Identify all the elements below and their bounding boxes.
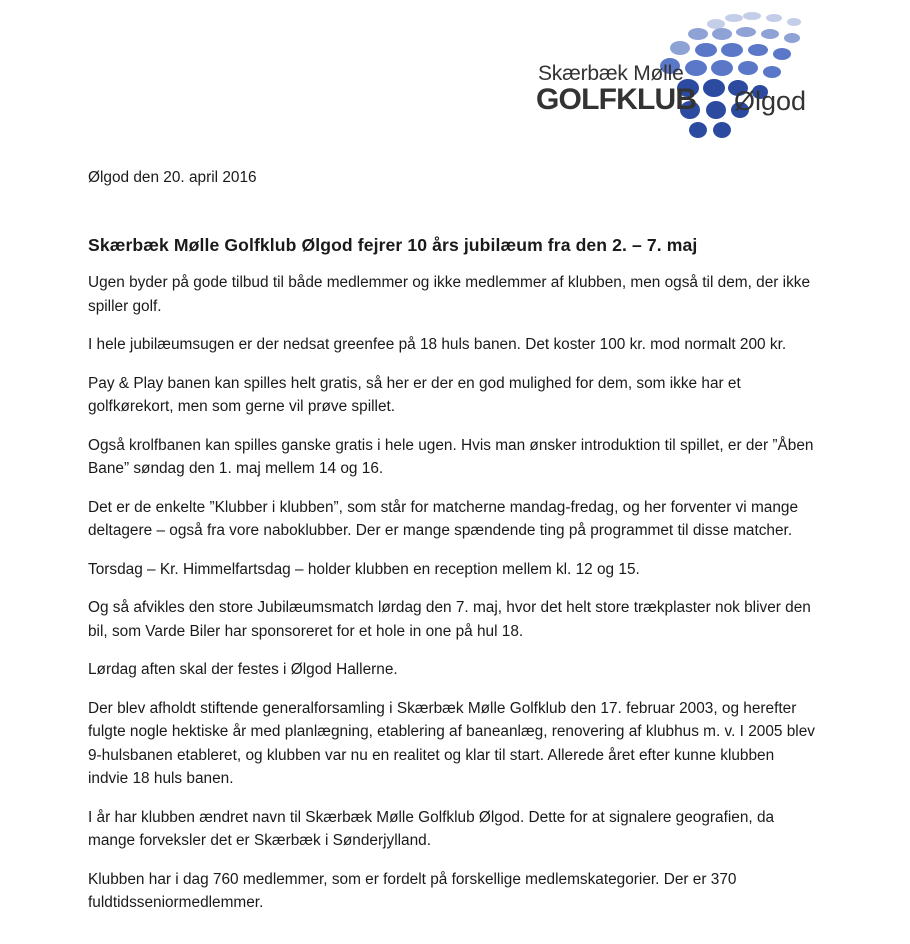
dateline: Ølgod den 20. april 2016 bbox=[88, 169, 257, 186]
paragraph-10: I år har klubben ændret navn til Skærbæk Mølle Golfklub Ølgod. Dette for at signalere geografien, da mange forveksler det er Skærbæk i Sønderjylland. bbox=[88, 808, 775, 849]
club-logo bbox=[520, 4, 820, 144]
paragraph-8: Lørdag aften skal der festes i Ølgod Hallerne. bbox=[88, 661, 398, 678]
press-release-heading: Skærbæk Mølle Golfklub Ølgod fejrer 10 års jubilæum fra den 2. – 7. maj bbox=[88, 234, 698, 255]
paragraph-7: Og så afvikles den store Jubilæumsmatch lørdag den 7. maj, hvor det helt store trækplaster nok bliver den bil, som Varde Biler har sponsoreret for et hole in one på hul 18. bbox=[88, 599, 811, 640]
paragraph-5: Det er de enkelte ”Klubber i klubben”, som står for matcherne mandag-fredag, og her forventer vi mange deltagere – også fra vore naboklubber. Der er mange spændende ting på programmet til disse matcher. bbox=[88, 498, 799, 539]
logo-town: Ølgod bbox=[734, 86, 807, 116]
paragraph-9: Der blev afholdt stiftende generalforsamling i Skærbæk Mølle Golfklub den 17. februar 2003, og herefter fulgte nogle hektiske år med planlægning, etablering af baneanlæg, renovering af klubhus m. v. I 2005 blev 9-hulsbanen etableret, og klubben var nu en realitet og klar til start. Allerede året efter kunne klubben indvie 18 huls banen. bbox=[88, 699, 815, 787]
paragraph-11: Klubben har i dag 760 medlemmer, som er fordelt på forskellige medlemskategorier. Der er 370 fuldtidsseniormedlemmer. bbox=[88, 870, 737, 911]
paragraph-6: Torsdag – Kr. Himmelfartsdag – holder klubben en reception mellem kl. 12 og 15. bbox=[88, 560, 640, 578]
paragraph-4: Også krolfbanen kan spilles ganske gratis i hele ugen. Hvis man ønsker introduktion til spillet, er der ”Åben Bane” søndag den 1. maj mellem 14 og 16. bbox=[88, 436, 814, 477]
paragraph-3: Pay & Play banen kan spilles helt gratis, så her er der en god mulighed for dem, som ikke har et golfkørekort, men som gerne vil prøve spillet. bbox=[88, 374, 741, 415]
paragraph-2: I hele jubilæumsugen er der nedsat greenfee på 18 huls banen. Det koster 100 kr. mod normalt 200 kr. bbox=[88, 336, 787, 353]
letter-body bbox=[88, 166, 818, 930]
paragraph-1: Ugen byder på gode tilbud til både medlemmer og ikke medlemmer af klubben, men også til dem, der ikke spiller golf. bbox=[88, 274, 811, 315]
logo-line2: GOLFKLUB bbox=[536, 83, 697, 116]
logo-line1: Skærbæk Mølle bbox=[538, 62, 684, 85]
